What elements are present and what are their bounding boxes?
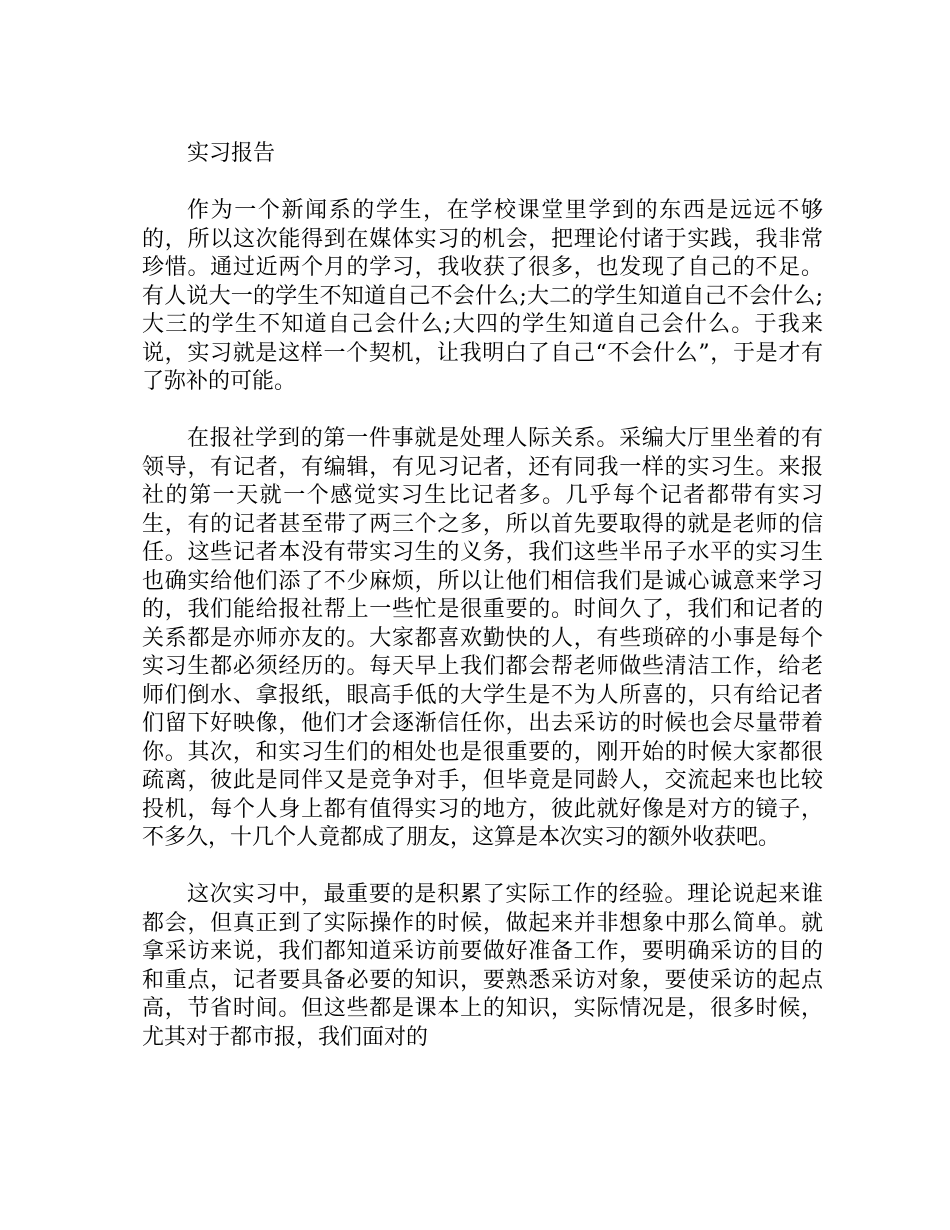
- document-title: 实习报告: [187, 141, 276, 166]
- paragraph-relationships: 在报社学到的第一件事就是处理人际关系。采编大厅里坐着的有领导，有记者，有编辑，有见习记者，还有同我一样的实习生。来报社的第一天就一个感觉实习生比记者多。几乎每个记者都带有实习生，有的记者甚至带了两三个之多，所以首先要取得的就是老师的信任。这些记者本没有带实习生的义务，我们这些半吊子水平的实习生也确实给他们添了不少麻烦，所以让他们相信我们是诚心诚意来学习的，我们能给报社帮上一些忙是很重要的。时间久了，我们和记者的关系都是亦师亦友的。大家都喜欢勤快的人，有些琐碎的小事是每个实习生都必须经历的。每天早上我们都会帮老师做些清洁工作，给老师们倒水、拿报纸，眼高手低的大学生是不为人所喜的，只有给记者们留下好映像，他们才会逐渐信任你，出去采访的时候也会尽量带着你。其次，和实习生们的相处也是很重要的，刚开始的时候大家都很疏离，彼此是同伴又是竞争对手，但毕竟是同龄人，交流起来也比较投机，每个人身上都有值得实习的地方，彼此就好像是对方的镜子，不多久，十几个人竟都成了朋友，这算是本次实习的额外收获吧。: [142, 426, 823, 850]
- paragraph-intro: 作为一个新闻系的学生，在学校课堂里学到的东西是远远不够的，所以这次能得到在媒体实习的机会，把理论付诸于实践，我非常珍惜。通过近两个月的学习，我收获了很多，也发现了自己的不足。有人说大一的学生不知道自己不会什么;大二的学生知道自己不会什么;大三的学生不知道自己会什么;大四的学生知道自己会什么。于我来说，实习就是这样一个契机，让我明白了自己“不会什么”，于是才有了弥补的可能。: [142, 198, 823, 394]
- document-body: [142, 140, 823, 1052]
- paragraph-experience: 这次实习中，最重要的是积累了实际工作的经验。理论说起来谁都会，但真正到了实际操作的时候，做起来并非想象中那么简单。就拿采访来说，我们都知道采访前要做好准备工作，要明确采访的目的和重点，记者要具备必要的知识，要熟悉采访对象，要使采访的起点高，节省时间。但这些都是课本上的知识，实际情况是，很多时候，尤其对于都市报，我们面对的: [142, 882, 823, 1050]
